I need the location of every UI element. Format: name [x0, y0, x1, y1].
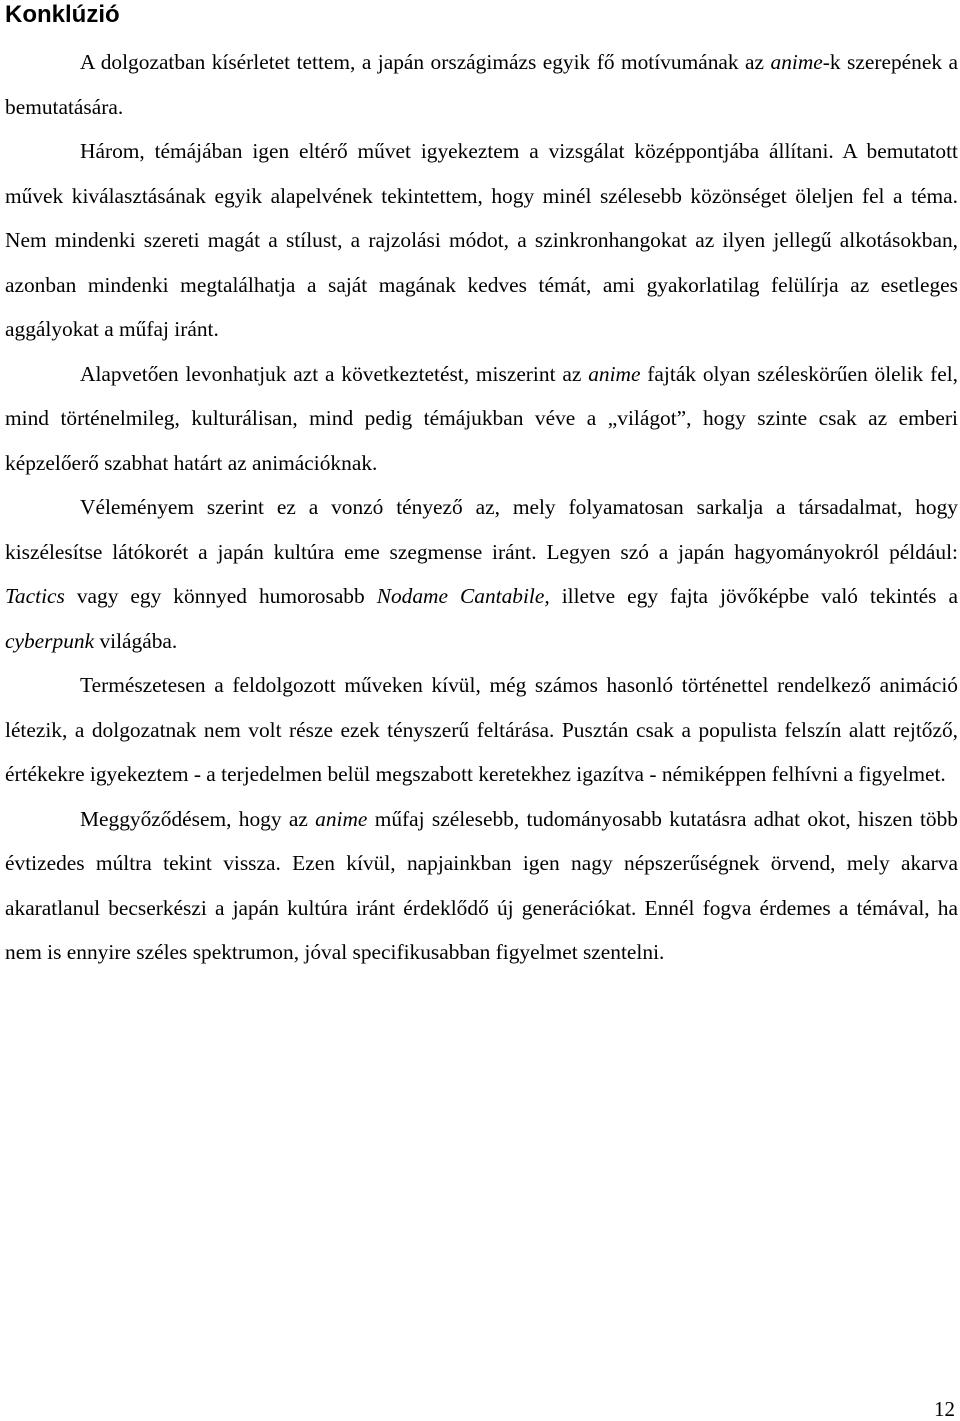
document-page: [5, 0, 958, 975]
paragraph: [5, 797, 958, 975]
paragraph: [5, 663, 958, 797]
italic-text: anime: [315, 806, 368, 831]
italic-text: cyberpunk: [5, 628, 95, 653]
text-run: műfaj szélesebb, tudományosabb kutatásra adhat okot, hiszen több évtizedes múltra tekint vissza. Ezen kívül, napjainkban igen nagy népszerűségnek örvend, mely akarva akaratlanul becserkészi a japán kultúra iránt érdeklődő új generációkat. Ennél fogva érdemes a témával, ha nem is ennyire széles spektrumon, jóval specifikusabban figyelmet szentelni.: [5, 806, 958, 964]
section-heading: Konklúzió: [5, 1, 120, 28]
body-text: [5, 40, 958, 975]
text-run: világába.: [94, 628, 178, 653]
text-run: vagy egy könnyed humorosabb: [64, 584, 377, 608]
text-run: A dolgozatban kísérletet tettem, a japán országimázs egyik fő motívumának az: [80, 50, 771, 74]
text-run: Természetesen a feldolgozott műveken kívül, még számos hasonló történettel rendelkező animáció létezik, a dolgozatnak nem volt része ezek tényszerű feltárása. Pusztán csak a populista felszín alatt rejtőző, értékekre igyekeztem - a terjedelmen belül megszabott keretekhez igazítva - némiképpen felhívni a figyelmet.: [5, 673, 958, 786]
text-run: Véleményem szerint ez a vonzó tényező az, mely folyamatosan sarkalja a társadalmat, hogy kiszélesítse látókorét a japán kultúra eme szegmense iránt. Legyen szó a japán hagyományokról például:: [5, 495, 958, 564]
italic-text: anime: [588, 361, 641, 386]
italic-text: anime: [770, 50, 823, 74]
paragraph: [5, 40, 958, 129]
paragraph: [5, 129, 958, 352]
italic-text: Tactics: [5, 584, 65, 608]
paragraph: [5, 485, 958, 663]
text-run: illetve egy fajta jövőképbe való tekintés a: [549, 584, 958, 608]
paragraph: [5, 352, 958, 486]
text-run: -k szerepének a bemutatására.: [5, 50, 959, 119]
page-number: 12: [934, 1397, 955, 1421]
text-run: Alapvetően levonhatjuk azt a következtetést, miszerint az: [80, 361, 589, 386]
text-run: fajták olyan széleskörűen ölelik fel, mind történelmileg, kulturálisan, mind pedig témájukban véve a „világot”, hogy szinte csak az emberi képzelőerő szabhat határt az animációknak.: [5, 361, 958, 475]
text-run: Meggyőződésem, hogy az: [80, 806, 316, 831]
italic-text: Nodame Cantabile,: [376, 584, 550, 608]
text-run: Három, témájában igen eltérő művet igyekeztem a vizsgálat középpontjába állítani. A bemutatott művek kiválasztásának egyik alapelvének tekintettem, hogy minél szélesebb közönséget öleljen fel a téma. Nem mindenki szereti magát a stílust, a rajzolási módot, a szinkronhangokat az ilyen jellegű alkotásokban, azonban mindenki megtalálhatja a saját magának kedves témát, ami gyakorlatilag felülírja az esetleges aggályokat a műfaj iránt.: [5, 139, 958, 341]
